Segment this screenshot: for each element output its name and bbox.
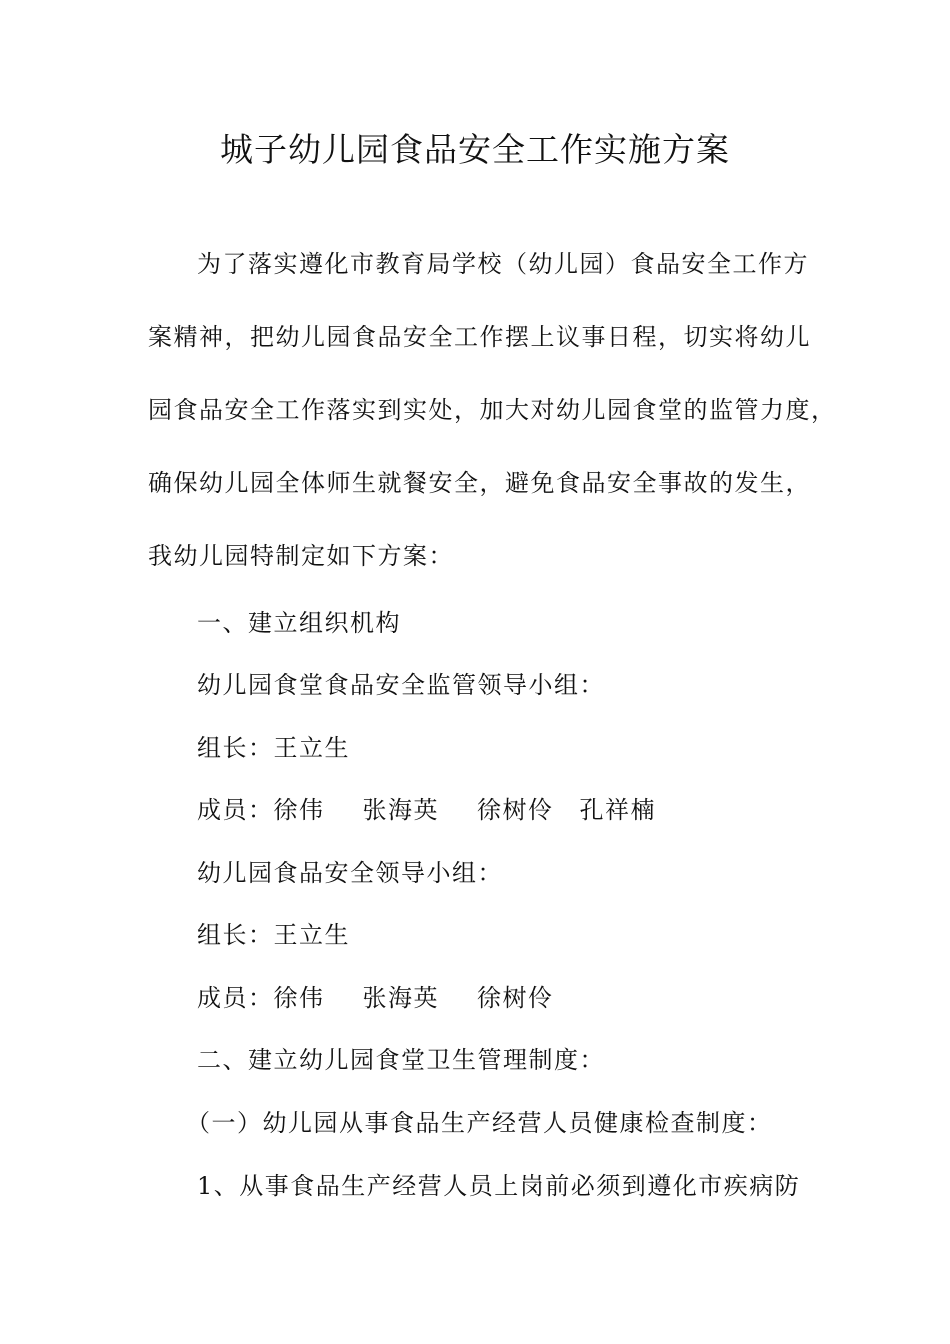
group2-members	[197, 981, 554, 1015]
section-heading-2: 二、建立幼儿园食堂卫生管理制度：	[197, 1046, 605, 1074]
group2-heading: 幼儿园食品安全领导小组：	[197, 859, 503, 887]
section-heading-1: 一、建立组织机构	[197, 609, 401, 637]
members-label: 成员：	[197, 796, 274, 824]
member-name: 徐伟	[273, 984, 325, 1012]
group2-leader: 组长：王立生	[197, 921, 350, 949]
member-name: 孔祥楠	[579, 796, 656, 824]
group1-members	[197, 793, 656, 827]
subsection-heading-1: （一）幼儿园从事食品生产经营人员健康检查制度：	[186, 1109, 773, 1137]
members-label: 成员：	[197, 984, 274, 1012]
member-name: 张海英	[362, 984, 439, 1012]
intro-line: 确保幼儿园全体师生就餐安全，避免食品安全事故的发生，	[148, 469, 811, 497]
group1-heading: 幼儿园食堂食品安全监管领导小组：	[197, 671, 605, 699]
intro-paragraph	[148, 228, 837, 593]
member-name: 徐树伶	[477, 796, 554, 824]
intro-line: 为了落实遵化市教育局学校（幼儿园）食品安全工作方	[197, 250, 809, 278]
intro-line: 我幼儿园特制定如下方案：	[148, 542, 454, 570]
member-name: 徐树伶	[477, 984, 554, 1012]
member-name: 张海英	[362, 796, 439, 824]
member-name: 徐伟	[273, 796, 325, 824]
document-title: 城子幼儿园食品安全工作实施方案	[220, 130, 730, 169]
intro-line: 案精神，把幼儿园食品安全工作摆上议事日程，切实将幼儿	[148, 323, 811, 351]
intro-line: 园食品安全工作落实到实处，加大对幼儿园食堂的监管力度，	[148, 396, 837, 424]
group1-leader: 组长：王立生	[197, 734, 350, 762]
point-1: 1、从事食品生产经营人员上岗前必须到遵化市疾病防	[197, 1172, 801, 1200]
